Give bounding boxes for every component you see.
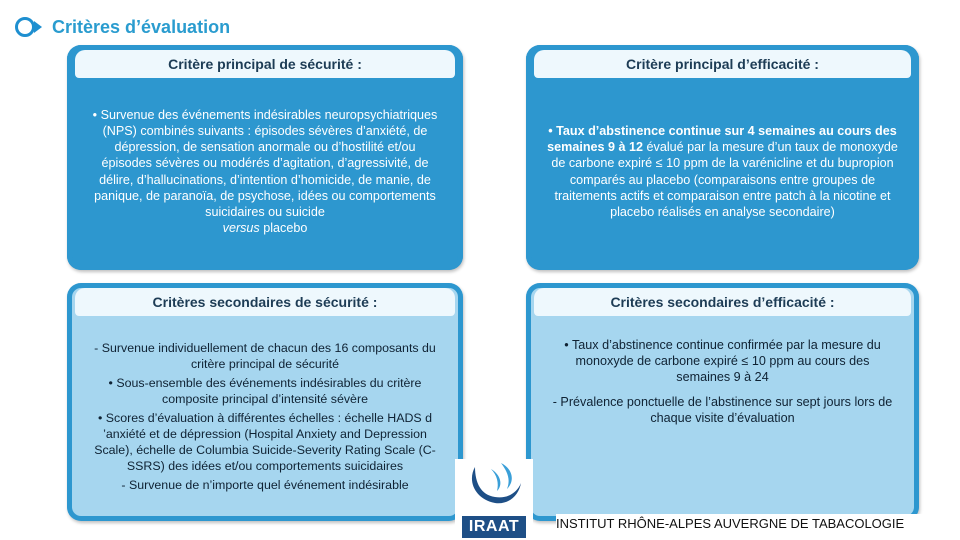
primary-safety-body	[75, 81, 455, 262]
secondary-safety-item: - Survenue individuellement de chacun des 16 composants du critère principal de sécurité	[94, 340, 436, 371]
primary-safety-line-1: • Survenue des événements indésirables neuropsychiatriques (NPS) combinés suivants : épisodes sévères d’anxiété, de dépression, de sensation anormale ou d’hostilité et/ou épisodes sévères ou modérés d’agitation, d’agressivité, de délire, d’hallucinations, d’intention d’homicide, de manie, de panique, de paranoïa, de psychose, idées ou comportements suicidaires ou suicide	[92, 107, 438, 219]
footer-organization: INSTITUT RHÔNE-ALPES AUVERGNE DE TABACOLOGIE	[556, 514, 956, 534]
primary-efficacy-box	[526, 45, 919, 270]
secondary-efficacy-box	[526, 283, 919, 521]
primary-efficacy-text	[546, 123, 899, 220]
slide-title	[14, 12, 230, 42]
primary-efficacy-line-2: évalué par la mesure d’un taux de monoxyde de carbone expiré ≤ 10 ppm de la varénicline et du bupropion comparés au placebo (comparaisons entre groupes de traitements actifs et comparaison entre patch à la nicotine et placebo réalisés en analyse secondaire)	[551, 140, 898, 219]
iraat-logo-mark-icon	[461, 459, 527, 513]
secondary-safety-body	[75, 319, 455, 513]
primary-safety-heading: Critère principal de sécurité :	[75, 50, 455, 78]
primary-efficacy-heading: Critère principal d’efficacité :	[534, 50, 911, 78]
primary-safety-box	[67, 45, 463, 270]
secondary-efficacy-item: • Taux d’abstinence continue confirmée par la mesure du monoxyde de carbone expiré ≤ 10 ppm au cours des semaines 9 à 24	[564, 338, 881, 385]
primary-safety-text	[89, 107, 441, 237]
secondary-safety-heading: Critères secondaires de sécurité :	[75, 288, 455, 316]
secondary-safety-item: • Sous-ensemble des événements indésirables du critère composite principal d’intensité sévère	[108, 375, 422, 406]
primary-efficacy-line-1: • Taux d’abstinence continue sur 4 semaines au cours des semaines 9 à 12	[547, 123, 897, 155]
secondary-safety-item: • Scores d’évaluation à différentes échelles : échelle HADS d ’anxiété et de dépression (Hospital Anxiety and Depression Scale), échelle de Columbia Suicide-Severity Rating Scale (C-SSRS) des idées et/ou comportements suicidaires	[94, 410, 436, 473]
secondary-efficacy-body	[534, 319, 911, 513]
page-title: Critères d’évaluation	[52, 16, 231, 37]
primary-efficacy-body	[534, 81, 911, 262]
secondary-efficacy-heading: Critères secondaires d’efficacité :	[534, 288, 911, 316]
secondary-safety-item: - Survenue de n’importe quel événement indésirable	[121, 477, 409, 492]
secondary-safety-box	[67, 283, 463, 521]
iraat-logo	[455, 459, 533, 537]
iraat-logo-text: IRAAT	[462, 516, 526, 538]
secondary-efficacy-item: - Prévalence ponctuelle de l’abstinence sur sept jours lors de chaque visite d’évaluation	[552, 394, 893, 425]
circle-arrow-icon	[14, 16, 44, 38]
primary-safety-line-2: versus	[222, 221, 260, 236]
primary-safety-line-3: placebo	[263, 221, 308, 236]
